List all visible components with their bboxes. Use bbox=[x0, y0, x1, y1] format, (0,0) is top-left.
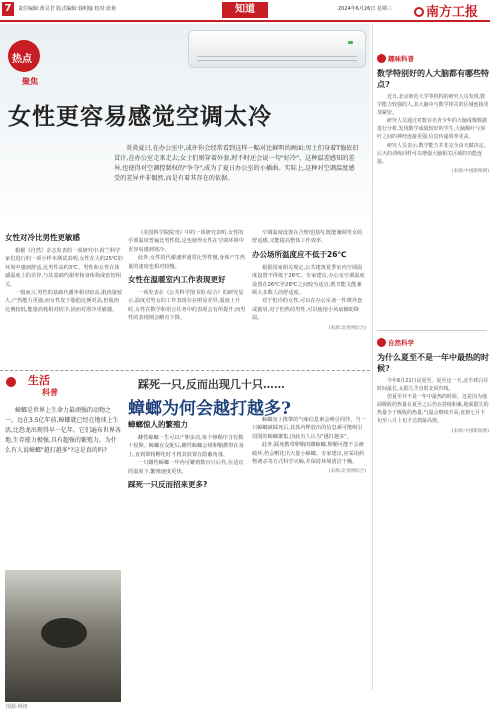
sidebar-tag-row bbox=[377, 54, 489, 63]
subheading: 女性在温暖室内工作表现更好 bbox=[128, 275, 226, 285]
paragraph: 但夏至并不是一年中最热的时候。这是因为地面吸收的热量在夏至之后仍在持续积累,地面散失的热量少于吸收的热量,气温会继续升高,直到七月下旬至八月上旬才达到最高值。 bbox=[377, 394, 489, 425]
air-conditioner-icon bbox=[188, 30, 366, 68]
cockroach-icon bbox=[41, 618, 87, 648]
paragraph: 今年6月21日是夏至。夏至这一天,北半球白昼时间最长,太阳几乎直射北回归线。 bbox=[377, 378, 489, 393]
page-number: 7 bbox=[2, 2, 14, 16]
masthead bbox=[0, 0, 490, 22]
article-lead: 炎炎夏日,在办公室中,或许你会经常看到这样一幅对比鲜明的画面:男士们身着T恤依旧冒汗,在办公室走来走去;女士们则穿着外套,时不时还会说一句"好冷"。这种温差感知的差异,也使得对空调控制权的"争夺",成为了夏日办公室的小插曲。实际上,这种对空调温度感受的差异并非偶然,而是有着其存在的依据。 bbox=[114, 145, 359, 182]
subheading: 蟑螂惊人的繁殖力 bbox=[128, 420, 188, 429]
life-science-label: 生活 bbox=[28, 374, 50, 387]
article-column-3 bbox=[252, 229, 366, 331]
article-kicker: 踩死一只,反而出现几十只…… bbox=[138, 378, 285, 391]
sidebar-tag: 趣味科普 bbox=[388, 55, 414, 63]
subheading: 女性对冷比男性更敏感 bbox=[5, 233, 80, 242]
main-column bbox=[0, 24, 370, 710]
source-credit: (来源:北青网综合) bbox=[328, 325, 366, 331]
sidebar-headline: 为什么夏至不是一年中最热的时候? bbox=[377, 352, 489, 373]
paragraph: 研究人员表示,数学能力并非完全由天赋决定,后天的训练同样可以增强大脑相关区域的功能连接。 bbox=[377, 142, 486, 165]
life-science-sublabel: 科普 bbox=[42, 387, 58, 397]
paragraph: 一项发表在《公共科学图书馆·综合》的研究显示,温度对男女的工作表现存在明显差异,温度上升时,女性在数学和语言任务中的表现会有所提升,而男性的表现则会略有下降。 bbox=[128, 290, 246, 322]
paragraph: 此外,踩死携带卵鞘的雌蟑螂,卵鞘可能不会被破坏,仍会孵化出大量小蟑螂。专家建议,应采用药物诱杀等方式科学灭蟑,并保持环境清洁干燥。 bbox=[252, 442, 365, 466]
sidebar-tag: 自然科学 bbox=[388, 339, 414, 347]
cockroach-photo bbox=[5, 570, 121, 702]
paragraph: 蟑螂身上携带的气味信息素会吸引同伴。当一只蟑螂被踩死后,其体内释放出的信息素可能吸引周围的蟑螂聚集,因此有人认为"越打越多"。 bbox=[252, 417, 366, 440]
paragraph: 雌性蟑螂一生可以产卵多次,每个卵鞘中含有数十枚卵。蟑螂在交配后,雌性蟑螂会将卵鞘携带在身上,直到即将孵化时才将其放置在隐蔽角落。 bbox=[128, 435, 244, 458]
editor-credits: 责任编辑:黄灵君 版式编辑:钱明璇 校对:张艳 bbox=[18, 6, 117, 12]
issue-date: 2024年6月26日 星期三 bbox=[338, 6, 392, 12]
section-divider bbox=[0, 370, 370, 371]
sidebar-tag-row bbox=[377, 338, 489, 347]
hot-topic-label: 热点 bbox=[12, 54, 32, 65]
sidebar-headline: 数学特别好的人大脑都有哪些特点? bbox=[377, 68, 489, 89]
article-column-4 bbox=[128, 416, 246, 494]
paragraph: 一般而言,男性的基础代谢率相对较高,肌肉量较大,产热能力更强;而女性皮下脂肪比例更高,但肌肉比例较低,能量消耗相对较少,因而对寒冷更敏感。 bbox=[5, 290, 123, 313]
paragraph: 蟑螂是世界上生命力最顽强的动物之一。远在3.5亿年前,蟑螂就已经在地球上生活,比恐龙出现得早一亿年。它们遍布世界各地,生存能力极强,具有超强的繁殖力。为什么有人说蟑螂"越打越多"?这是真的吗? bbox=[5, 407, 121, 454]
article-headline: 蟑螂为何会越打越多? bbox=[128, 399, 291, 419]
fun-science-icon bbox=[377, 54, 386, 63]
paragraph: 研究人员通过对数百名青少年的大脑成像数据进行分析,发现数学成绩较好的学生,大脑额叶与顶叶之间的神经连接更强,信息传递效率更高。 bbox=[377, 118, 488, 141]
paragraph: 近日,北京师范大学等机构的研究人员发现,数学能力较强的人,其大脑中与数学相关的区域连接更加紧密。 bbox=[377, 94, 489, 117]
newspaper-name: 南方工报 bbox=[426, 5, 479, 20]
source-credit: (来源:中国新闻网) bbox=[451, 428, 489, 434]
paragraph: 对于怕冷的女性,可以在办公室备一件薄外套或披肩,对于怕热的男性,可以使用小风扇辅助降温。 bbox=[252, 298, 363, 322]
hero-illustration bbox=[0, 24, 370, 224]
sidebar-divider bbox=[377, 330, 487, 331]
article-column-2 bbox=[128, 229, 246, 323]
sidebar-article-1 bbox=[377, 52, 489, 174]
sidebar-article-2 bbox=[377, 336, 489, 434]
sidebar-column bbox=[372, 24, 490, 690]
paragraph: 根据国家相关规定,公共建筑夏季室内空调温度设置不得低于26℃。专家建议,办公室空调温度设置在26℃至28℃之间较为适宜,既节能又能兼顾大多数人的舒适度。 bbox=[252, 264, 365, 297]
paragraph: 根据《自然》杂志发表的一项研究中,荷兰科学家们进行的一项小样本测试表明,女性在大约25℃的环境中感到舒适,比男性高约3℃。男性和女性在体感温度上的差异,与其基础代谢率和身体构成密切相关。 bbox=[5, 248, 123, 288]
source-credit: (来源:北青网综合) bbox=[328, 469, 366, 475]
ac-vent bbox=[197, 56, 357, 61]
life-science-badge-icon bbox=[6, 377, 16, 387]
subheading: 踩死一只反而招来更多? bbox=[128, 480, 208, 490]
article-column-5 bbox=[252, 416, 366, 474]
section-title: 知道 bbox=[222, 2, 268, 18]
photo-caption: 图源:网络 bbox=[6, 704, 28, 710]
ac-indicator-light bbox=[348, 41, 353, 44]
newspaper-logo bbox=[414, 1, 478, 20]
paragraph: 此外,女性的代谢速率通常比男性慢,身体产生热量的速度也相对较慢。 bbox=[128, 255, 246, 270]
logo-mark-icon bbox=[414, 7, 424, 17]
article-headline: 女性更容易感觉空调太冷 bbox=[8, 103, 272, 130]
article-intro bbox=[5, 406, 121, 456]
subheading: 办公场所温度应不低于26℃ bbox=[252, 249, 347, 259]
paragraph: 空调温度设置在合理范围内,既能兼顾男女的舒适感,又能提高整体工作效率。 bbox=[252, 230, 363, 245]
paragraph: 《美国科学院院刊》中的一项研究表明,女性的手部温度普遍比男性低,这也使得女性在空调环境中更容易感到寒冷。 bbox=[128, 230, 244, 253]
article-column-1 bbox=[5, 229, 123, 314]
paragraph: 一只雌性蟑螂一年内可繁殖数百只后代,在适宜的温度下,繁殖速度更快。 bbox=[128, 460, 244, 475]
nature-science-icon bbox=[377, 338, 386, 347]
source-credit: (来源:中国新闻网) bbox=[451, 168, 489, 174]
hot-topic-sublabel: 聚焦 bbox=[22, 76, 38, 86]
